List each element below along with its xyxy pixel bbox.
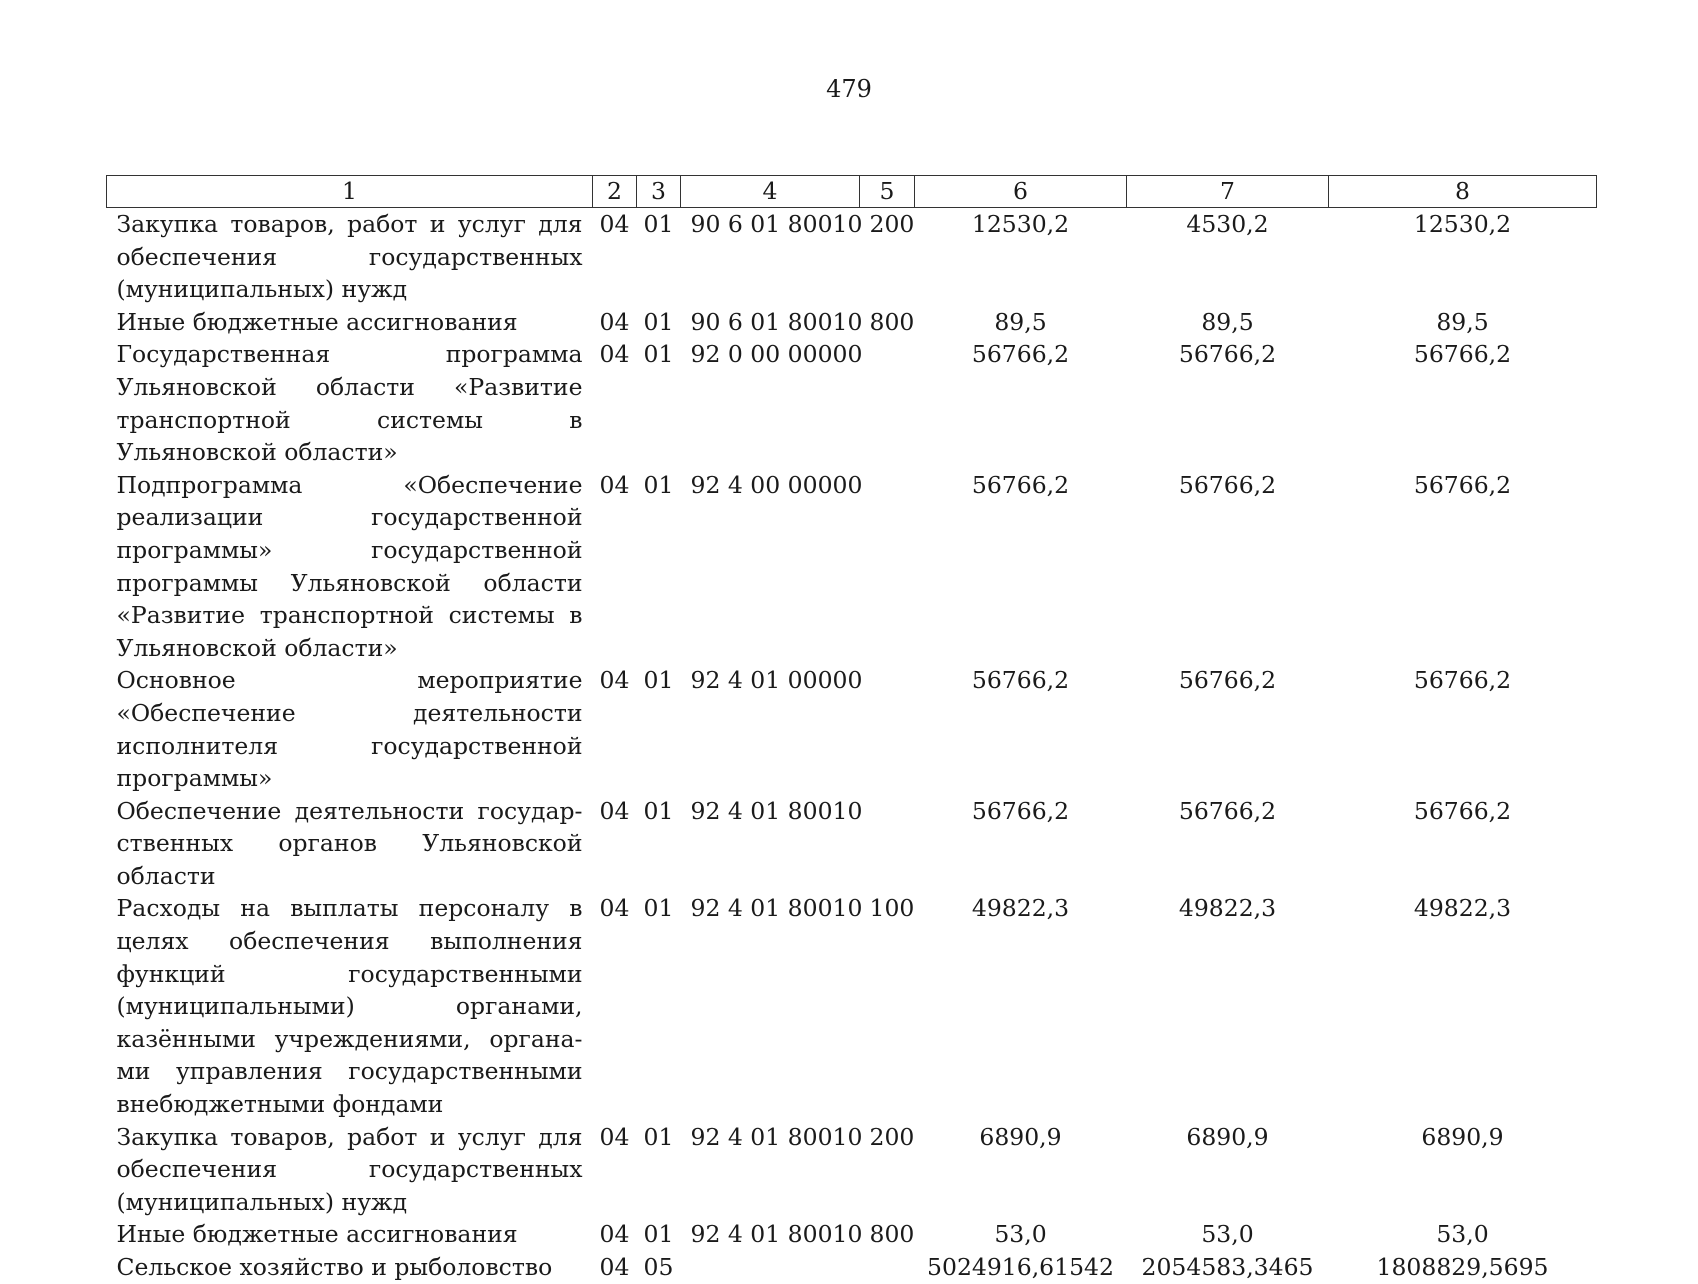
row-subsection: 01: [643, 1220, 674, 1249]
row-amount-6: 56766,2: [971, 470, 1070, 499]
budget-table: [106, 175, 1597, 1284]
header-col-5: 5: [860, 176, 915, 208]
row-amount-8: 56766,2: [1413, 796, 1512, 825]
row-amount-7: 56766,2: [1178, 470, 1277, 499]
row-section: 04: [599, 210, 630, 238]
row-amount-6: 5024916,61542: [927, 1253, 1114, 1281]
table-row: [107, 469, 1597, 665]
row-description: Иные бюджетные ассигнования: [116, 1220, 518, 1249]
row-amount-7: 53,0: [1201, 1220, 1254, 1249]
row-amount-7: 56766,2: [1178, 340, 1277, 369]
row-description: Государственная программа Ульяновской области «Развитие транспортной системы в Ульяновской области»: [116, 340, 583, 467]
row-amount-7: 56766,2: [1178, 796, 1277, 825]
row-target-code: 92 4 01 80010: [690, 1220, 863, 1249]
row-subsection: 01: [643, 307, 674, 336]
header-col-7: 7: [1127, 176, 1329, 208]
row-amount-8: 56766,2: [1413, 340, 1512, 369]
row-target-code: 90 6 01 80010: [690, 307, 863, 336]
table-row: [107, 1218, 1597, 1251]
row-section: 04: [599, 1220, 630, 1249]
row-subsection: 05: [643, 1253, 674, 1281]
row-expense-type: 200: [869, 210, 915, 238]
row-target-code: 90 6 01 80010: [690, 210, 863, 238]
row-amount-6: 12530,2: [971, 210, 1070, 238]
header-col-6: 6: [915, 176, 1127, 208]
header-col-4: 4: [681, 176, 860, 208]
row-amount-7: 56766,2: [1178, 666, 1277, 695]
row-subsection: 01: [643, 894, 674, 923]
row-amount-7: 2054583,3465: [1141, 1253, 1314, 1281]
row-target-code: 92 4 01 00000: [690, 666, 863, 695]
row-target-code: 92 4 01 80010: [690, 796, 863, 825]
row-subsection: 01: [643, 1122, 674, 1151]
row-section: 04: [599, 1122, 630, 1151]
row-expense-type: 200: [869, 1122, 915, 1151]
row-expense-type: [860, 795, 915, 893]
row-subsection: 01: [643, 796, 674, 825]
row-description: Иные бюджетные ассигнования: [116, 307, 518, 336]
row-subsection: 01: [643, 340, 674, 369]
row-description: Сельское хозяйство и рыболовство: [116, 1253, 553, 1281]
row-amount-6: 56766,2: [971, 340, 1070, 369]
table-row: [107, 306, 1597, 339]
row-amount-6: 6890,9: [979, 1122, 1062, 1151]
table-row: [107, 892, 1597, 1120]
table-row: [107, 338, 1597, 468]
row-subsection: 01: [643, 666, 674, 695]
row-amount-6: 53,0: [994, 1220, 1047, 1249]
row-target-code: 92 4 01 80010: [690, 1122, 863, 1151]
row-section: 04: [599, 666, 630, 695]
row-amount-6: 89,5: [994, 307, 1047, 336]
row-expense-type: [860, 469, 915, 665]
row-section: 04: [599, 894, 630, 923]
table-row: [107, 664, 1597, 794]
row-expense-type: 800: [869, 1220, 915, 1249]
row-section: 04: [599, 307, 630, 336]
row-target-code: [681, 1251, 860, 1284]
row-amount-8: 6890,9: [1421, 1122, 1504, 1151]
row-description: Основное мероприятие «Обеспечение деятельности исполнителя государственной программы»: [116, 666, 583, 793]
row-amount-8: 12530,2: [1413, 210, 1512, 238]
row-subsection: 01: [643, 470, 674, 499]
row-expense-type: [860, 338, 915, 468]
row-description: Обеспечение деятельности государственных органов Ульяновской области: [116, 796, 583, 890]
header-col-8: 8: [1329, 176, 1597, 208]
table-row: [107, 795, 1597, 893]
row-section: 04: [599, 796, 630, 825]
row-expense-type: 100: [869, 894, 915, 923]
row-amount-8: 56766,2: [1413, 470, 1512, 499]
row-subsection: 01: [643, 210, 674, 238]
table-row: [107, 1251, 1597, 1284]
row-section: 04: [599, 470, 630, 499]
row-amount-8: 53,0: [1436, 1220, 1489, 1249]
row-amount-6: 49822,3: [971, 894, 1070, 923]
row-amount-7: 4530,2: [1186, 210, 1269, 238]
row-amount-6: 56766,2: [971, 796, 1070, 825]
row-description: Подпрограмма «Обеспечение реализации государственной программы» государственной программы Ульяновской области «Развитие транспортной системы в Ульяновской области»: [116, 470, 583, 662]
row-amount-8: 89,5: [1436, 307, 1489, 336]
row-target-code: 92 4 01 80010: [690, 894, 863, 923]
table-body: [107, 208, 1597, 1284]
header-col-3: 3: [637, 176, 681, 208]
row-amount-8: 49822,3: [1413, 894, 1512, 923]
row-amount-6: 56766,2: [971, 666, 1070, 695]
table-row: [107, 1121, 1597, 1219]
header-col-1: 1: [107, 176, 593, 208]
table-header: [107, 176, 1597, 208]
row-amount-7: 89,5: [1201, 307, 1254, 336]
row-amount-8: 1808829,5695: [1376, 1253, 1549, 1281]
row-description: Расходы на выплаты персоналу в целях обеспечения выполнения функций государственными (муниципальными) органами, казёнными учреждениями, органами управления государственными внебюджетными фондами: [116, 894, 583, 1119]
header-col-2: 2: [593, 176, 637, 208]
row-section: 04: [599, 1253, 630, 1281]
row-target-code: 92 4 00 00000: [690, 470, 863, 499]
row-expense-type: [860, 1251, 915, 1284]
row-amount-7: 6890,9: [1186, 1122, 1269, 1151]
row-target-code: 92 0 00 00000: [690, 340, 863, 369]
row-amount-8: 56766,2: [1413, 666, 1512, 695]
table-row: [107, 208, 1597, 306]
row-description: Закупка товаров, работ и услуг для обеспечения государственных (муниципальных) нужд: [116, 210, 583, 304]
page-number: 479: [826, 75, 872, 103]
row-expense-type: 800: [869, 307, 915, 336]
row-description: Закупка товаров, работ и услуг для обеспечения государственных (муниципальных) нужд: [116, 1122, 583, 1216]
row-amount-7: 49822,3: [1178, 894, 1277, 923]
row-section: 04: [599, 340, 630, 369]
header-row: [107, 176, 1597, 208]
row-expense-type: [860, 664, 915, 794]
